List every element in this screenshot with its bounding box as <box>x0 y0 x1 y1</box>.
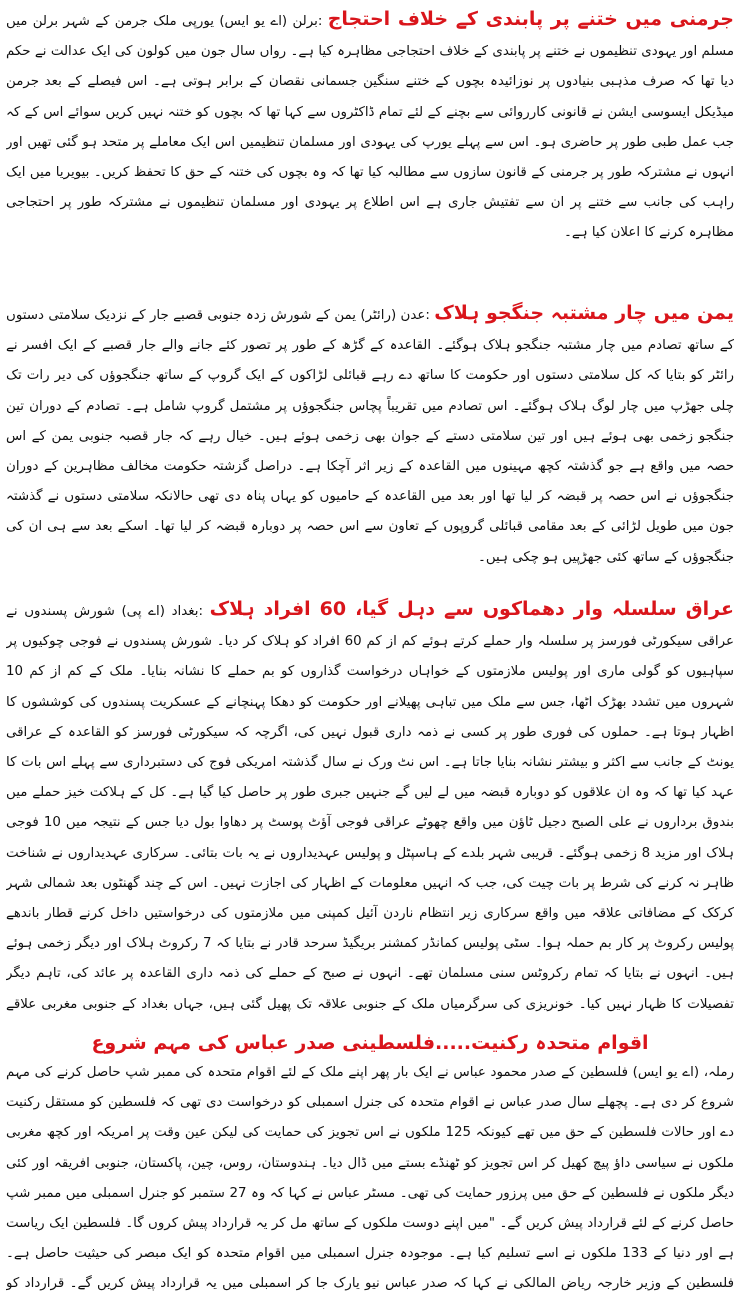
article-body: یورپی ملک جرمن کے شہر برلن میں مسلم اور یہودی تنظیموں نے ختنے پر پابندی کے خلاف احتجاجی مظاہرہ کیا ہے۔ رواں سال جون میں کولون کی ایک عدالت نے حکم دیا تھا کہ صرف مذہبی بنیادوں پر نوزائیدہ بچوں کے ختنے سنگین جسمانی نقصان کے برابر ہوتی ہے۔ اس فیصلے کے بعد جرمن میڈیکل ایسوسی ایشن نے قانونی کارروائی سے بچنے کے لئے تمام ڈاکٹروں سے کہا تھا کہ بچوں کو ختنہ نہیں کریں سوائے اس کے کہ جب عمل طبی طور پر حاضری ہو۔ اس سے پہلے یورپ کی یہودی اور مسلمان تنظیمیں اس ایک معاملے پر متحد ہو گئی تھیں اور انہوں نے مشترکہ طور پر جرمنی کے قانون سازوں سے مطالبہ کیا تھا کہ وہ بچوں کی ختنہ کے حق کا تحفظ کریں۔ بیویریا میں ایک راہب کی جانب سے ختنے پر ان سے تفتیش جاری ہے اس اطلاع پر یہودی اور مسلمان تنظیموں نے مشترکہ طور پر احتجاجی مظاہرہ کرنے کا اعلان کیا ہے۔ <box>6 14 734 241</box>
article-iraq-blasts <box>6 594 734 1026</box>
article-germany-circumcision <box>6 4 734 298</box>
article-dateline: :عدن (رائٹر) <box>360 308 435 323</box>
article-body: یمن کے شورش زدہ جنوبی قصبے جار کے نزدیک سلامتی دستوں کے ساتھ تصادم میں چار مشتبہ جنگجو ہلاک ہوگئے۔ القاعدہ کے گڑھ کے طور پر تصور کئے جانے والے جار قصبے کے ایک افسر نے رائٹر کو بتایا کہ کل سلامتی دستوں اور حکومت کا ساتھ دے رہے قبائلی لڑاکوں کے ایک گروپ کے ساتھ جنگجوؤں کی دیر رات تک چلی جھڑپ میں چار لوگ ہلاک ہوگئے۔ اس تصادم میں تقریباً پچاس جنگجوؤں پر مشتمل گروپ شامل ہے۔ تصادم کے دوران تین جنگجو زخمی بھی ہوئے ہیں اور تین سلامتی دستے کے جوان بھی زخمی ہوئے ہیں۔ خیال رہے کہ جار قصبہ جنوبی یمن کے اس حصہ میں واقع ہے جو گذشتہ کچھ مہینوں میں القاعدہ کے زیر اثر آچکا ہے۔ دراصل گزشتہ حکومت مخالف مظاہرین کے دوران جنگجوؤں نے اس حصہ پر قبضہ کر لیا تھا اور بعد میں القاعدہ کے حامیوں کو یہاں پناہ دی تھی حالانکہ سلامتی دستوں نے گذشتہ جون میں طویل لڑائی کے بعد مقامی قبائلی گروپوں کے تعاون سے اس حصہ پر دوبارہ قبضہ کر لیا تھا۔ اسکے بعد سے ہی ان کی جنگجوؤں کے ساتھ کئی جھڑپیں ہو چکی ہیں۔ <box>6 308 734 565</box>
article-yemen-militants <box>6 298 734 594</box>
article-body: شورش پسندوں نے عراقی سیکورٹی فورسز پر سلسلہ وار حملے کرتے ہوئے کم از کم 60 افراد کو ہلاک کر دیا۔ شورش پسندوں نے فوجی چوکیوں پر سپاہیوں کو گولی ماری اور پولیس ملازمتوں کے خواہاں درخواست گذاروں کو بم حملے کا نشانہ بنایا۔ ملک کے کم از کم 10 شہروں میں تشدد بھڑک اٹھا، جس سے ملک میں تباہی پھیلانے اور حکومت کو دھکا پہنچانے کے عسکریت پسندوں کی کوششوں کا اظہار ہوتا ہے۔ حملوں کی فوری طور پر کسی نے ذمہ داری قبول نہیں کی، اگرچہ کہ سیکورٹی فورسز کو القاعدہ کے عراقی یونٹ کے جانب سے اکثر و بیشتر نشانہ بنایا جاتا ہے۔ اس نٹ ورک نے سال گذشتہ امریکی فوج کی دستبرداری سے پہلے اس بات کا عہد کیا تھا کہ وہ ان علاقوں کو دوبارہ قبضہ میں لے لیں گے جنہیں جبری طور پر حاصل کیا گیا ہے۔ کل کے ہلاکت خیز حملے میں بندوق برداروں نے علی الصبح دجیل ٹاؤن میں واقع چھوٹے عراقی فوجی آؤٹ پوسٹ پر دھاوا بول دیا جس کے نتیجہ میں 10 فوجی ہلاک اور مزید 8 زخمی ہوگئے۔ قریبی شہر بلدے کے ہاسپٹل و پولیس عہدیداروں نے یہ بات بتائی۔ سرکاری عہدیداروں نے شناخت ظاہر نہ کرنے کی شرط پر بات چیت کی، جب کہ انہیں معلومات کے اظہار کی اجازت نہیں۔ اس کے چند گھنٹوں بعد شمالی شہر کرکک کے مضافاتی علاقہ میں واقع سرکاری زیر انتظام ناردن آئیل کمپنی میں ملازمتوں کی درخواستیں داخل کرنے قطار باندھے پولیس رکروٹ پر کار بم حملہ ہوا۔ سٹی پولیس کمانڈر کمشنر بریگیڈ سرحد قادر نے بتایا کہ 7 رکروٹ ہلاک اور دیگر زخمی ہوئے ہیں۔ انہوں نے بتایا کہ تمام رکروٹس سنی مسلمان تھے۔ انہوں نے صبح کے حملے کی ذمہ داری القاعدہ پر عائد کی، تاہم دیگر تفصیلات کا ظہار نہیں کیا۔ خونریزی کی سرگرمیاں ملک کے جنوبی علاقہ تک پھیل گئی ہیں، جہاں بغداد کے جنوبی مغربی علاقے <box>6 604 734 1012</box>
article-body: رملہ، (اے یو ایس) فلسطین کے صدر محمود عباس نے ایک بار پھر اپنے ملک کے لئے اقوام متحدہ کی ممبر شپ حاصل کرنے کی مہم شروع کر دی ہے۔ پچھلے سال صدر عباس نے اقوام متحدہ کی جنرل اسمبلی کو درخواست دی تھی کہ فلسطین کو مستقل رکنیت دے اور حالات فلسطین کے حق میں تھے کیونکہ 125 ملکوں نے اس تجویز کی حمایت کی لیکن عین وقت پر امریکہ اور کچھ مغربی ملکوں نے سیاسی داؤ پیچ کھیل کر اس تجویز کو ٹھنڈے بستے میں ڈال دیا۔ ہندوستان، روس، چین، پاکستان، جنوبی افریقہ اور کئی دیگر ملکوں نے فلسطین کے حق میں پرزور حمایت کی تھی۔ مسٹر عباس نے کہا کہ وہ 27 ستمبر کو جنرل اسمبلی میں ممبر شپ حاصل کرنے کے لئے قرارداد پیش کریں گے۔ "میں اپنے دوست ملکوں کے ساتھ مل کر یہ قرارداد پیش کروں گا۔ فلسطین ایک ریاست ہے اور دنیا کے 133 ملکوں نے اسے تسلیم کیا ہے۔ موجودہ جنرل اسمبلی میں اقوام متحدہ کو ایک مبصر کی حیثیت حاصل ہے۔ فلسطین کے وزیر خارجہ ریاض المالکی نے کہا کہ صدر عباس نیو یارک جا کر اسمبلی میں یہ قرارداد پیش کریں گے۔ قرارداد کو <box>6 1065 734 1292</box>
article-headline: اقوام متحدہ رکنیت.....فلسطینی صدر عباس کی مہم شروع <box>91 1032 649 1054</box>
article-headline: جرمنی میں ختنے پر پابندی کے خلاف احتجاج <box>327 8 734 30</box>
article-headline: یمن میں چار مشتبہ جنگجو ہلاک <box>434 302 734 324</box>
article-dateline: :برلن (اے یو ایس) <box>219 14 328 29</box>
article-headline: عراق سلسلہ وار دھماکوں سے دہل گیا، 60 افراد ہلاک <box>209 598 734 620</box>
article-palestine-un-membership <box>6 1026 734 1300</box>
article-dateline: :بغداد (اے پی) <box>121 604 210 619</box>
